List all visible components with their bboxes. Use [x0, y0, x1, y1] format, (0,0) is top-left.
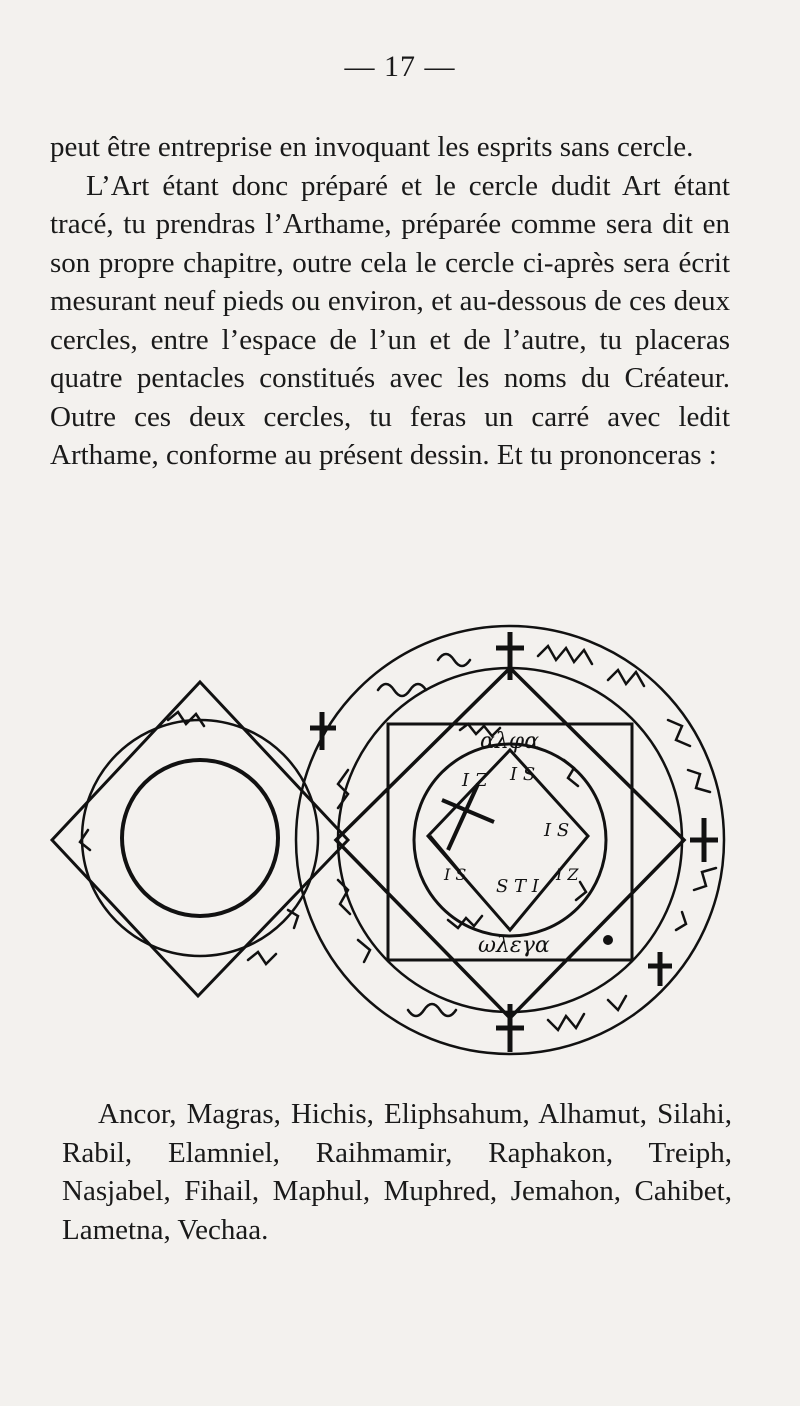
left-square: [52, 682, 348, 996]
dot-mark: [603, 935, 613, 945]
square-label-2: I S: [510, 764, 536, 785]
inner-top-label: αλφα: [480, 729, 540, 754]
paragraph-1: peut être entreprise en invoquant les esprits sans cercle.: [50, 131, 694, 163]
invocation-names: [62, 1095, 732, 1249]
square-label-5: I Z: [556, 865, 579, 884]
names-paragraph: Ancor, Magras, Hichis, Eliphsahum, Alhamut, Silahi, Rabil, Elamniel, Raihmamir, Raphakon, Treiph, Nasjabel, Fihail, Maphul, Muphred, Jemahon, Cahibet, Lametna, Vechaa.: [62, 1098, 732, 1246]
right-outer-circle: [296, 626, 724, 1054]
right-square: [388, 724, 632, 960]
magic-circle-diagram: [48, 600, 748, 1080]
glyph-ring-right: [668, 720, 716, 930]
body-text: [50, 128, 730, 475]
square-label-4: S T I: [496, 876, 539, 897]
center-cross-vertical: [448, 784, 478, 850]
page-number: — 17 —: [344, 50, 456, 83]
magic-circle-drawing: [48, 600, 748, 1080]
square-label-6: I S: [444, 865, 467, 884]
paragraph-2: L’Art étant donc préparé et le cercle dudit Art étant tracé, tu prendras l’Arthame, préparée comme sera dit en son propre chapitre, outre cela le cercle ci-après sera écrit mesurant neuf pieds ou environ, et au-dessous de ces deux cercles, entre l’espace de l’un et de l’autre, tu placeras quatre pentacles constitués avec les noms du Créateur. Outre ces deux cercles, tu feras un carré avec ledit Arthame, conforme au présent dessin. Et tu prononceras :: [50, 169, 730, 471]
left-outer-circle: [82, 720, 318, 956]
square-label-3: I S: [544, 820, 570, 841]
left-inner-circle: [122, 760, 278, 916]
inner-bottom-label: ωλεγα: [478, 933, 550, 958]
square-label-1: I Z: [462, 770, 488, 791]
